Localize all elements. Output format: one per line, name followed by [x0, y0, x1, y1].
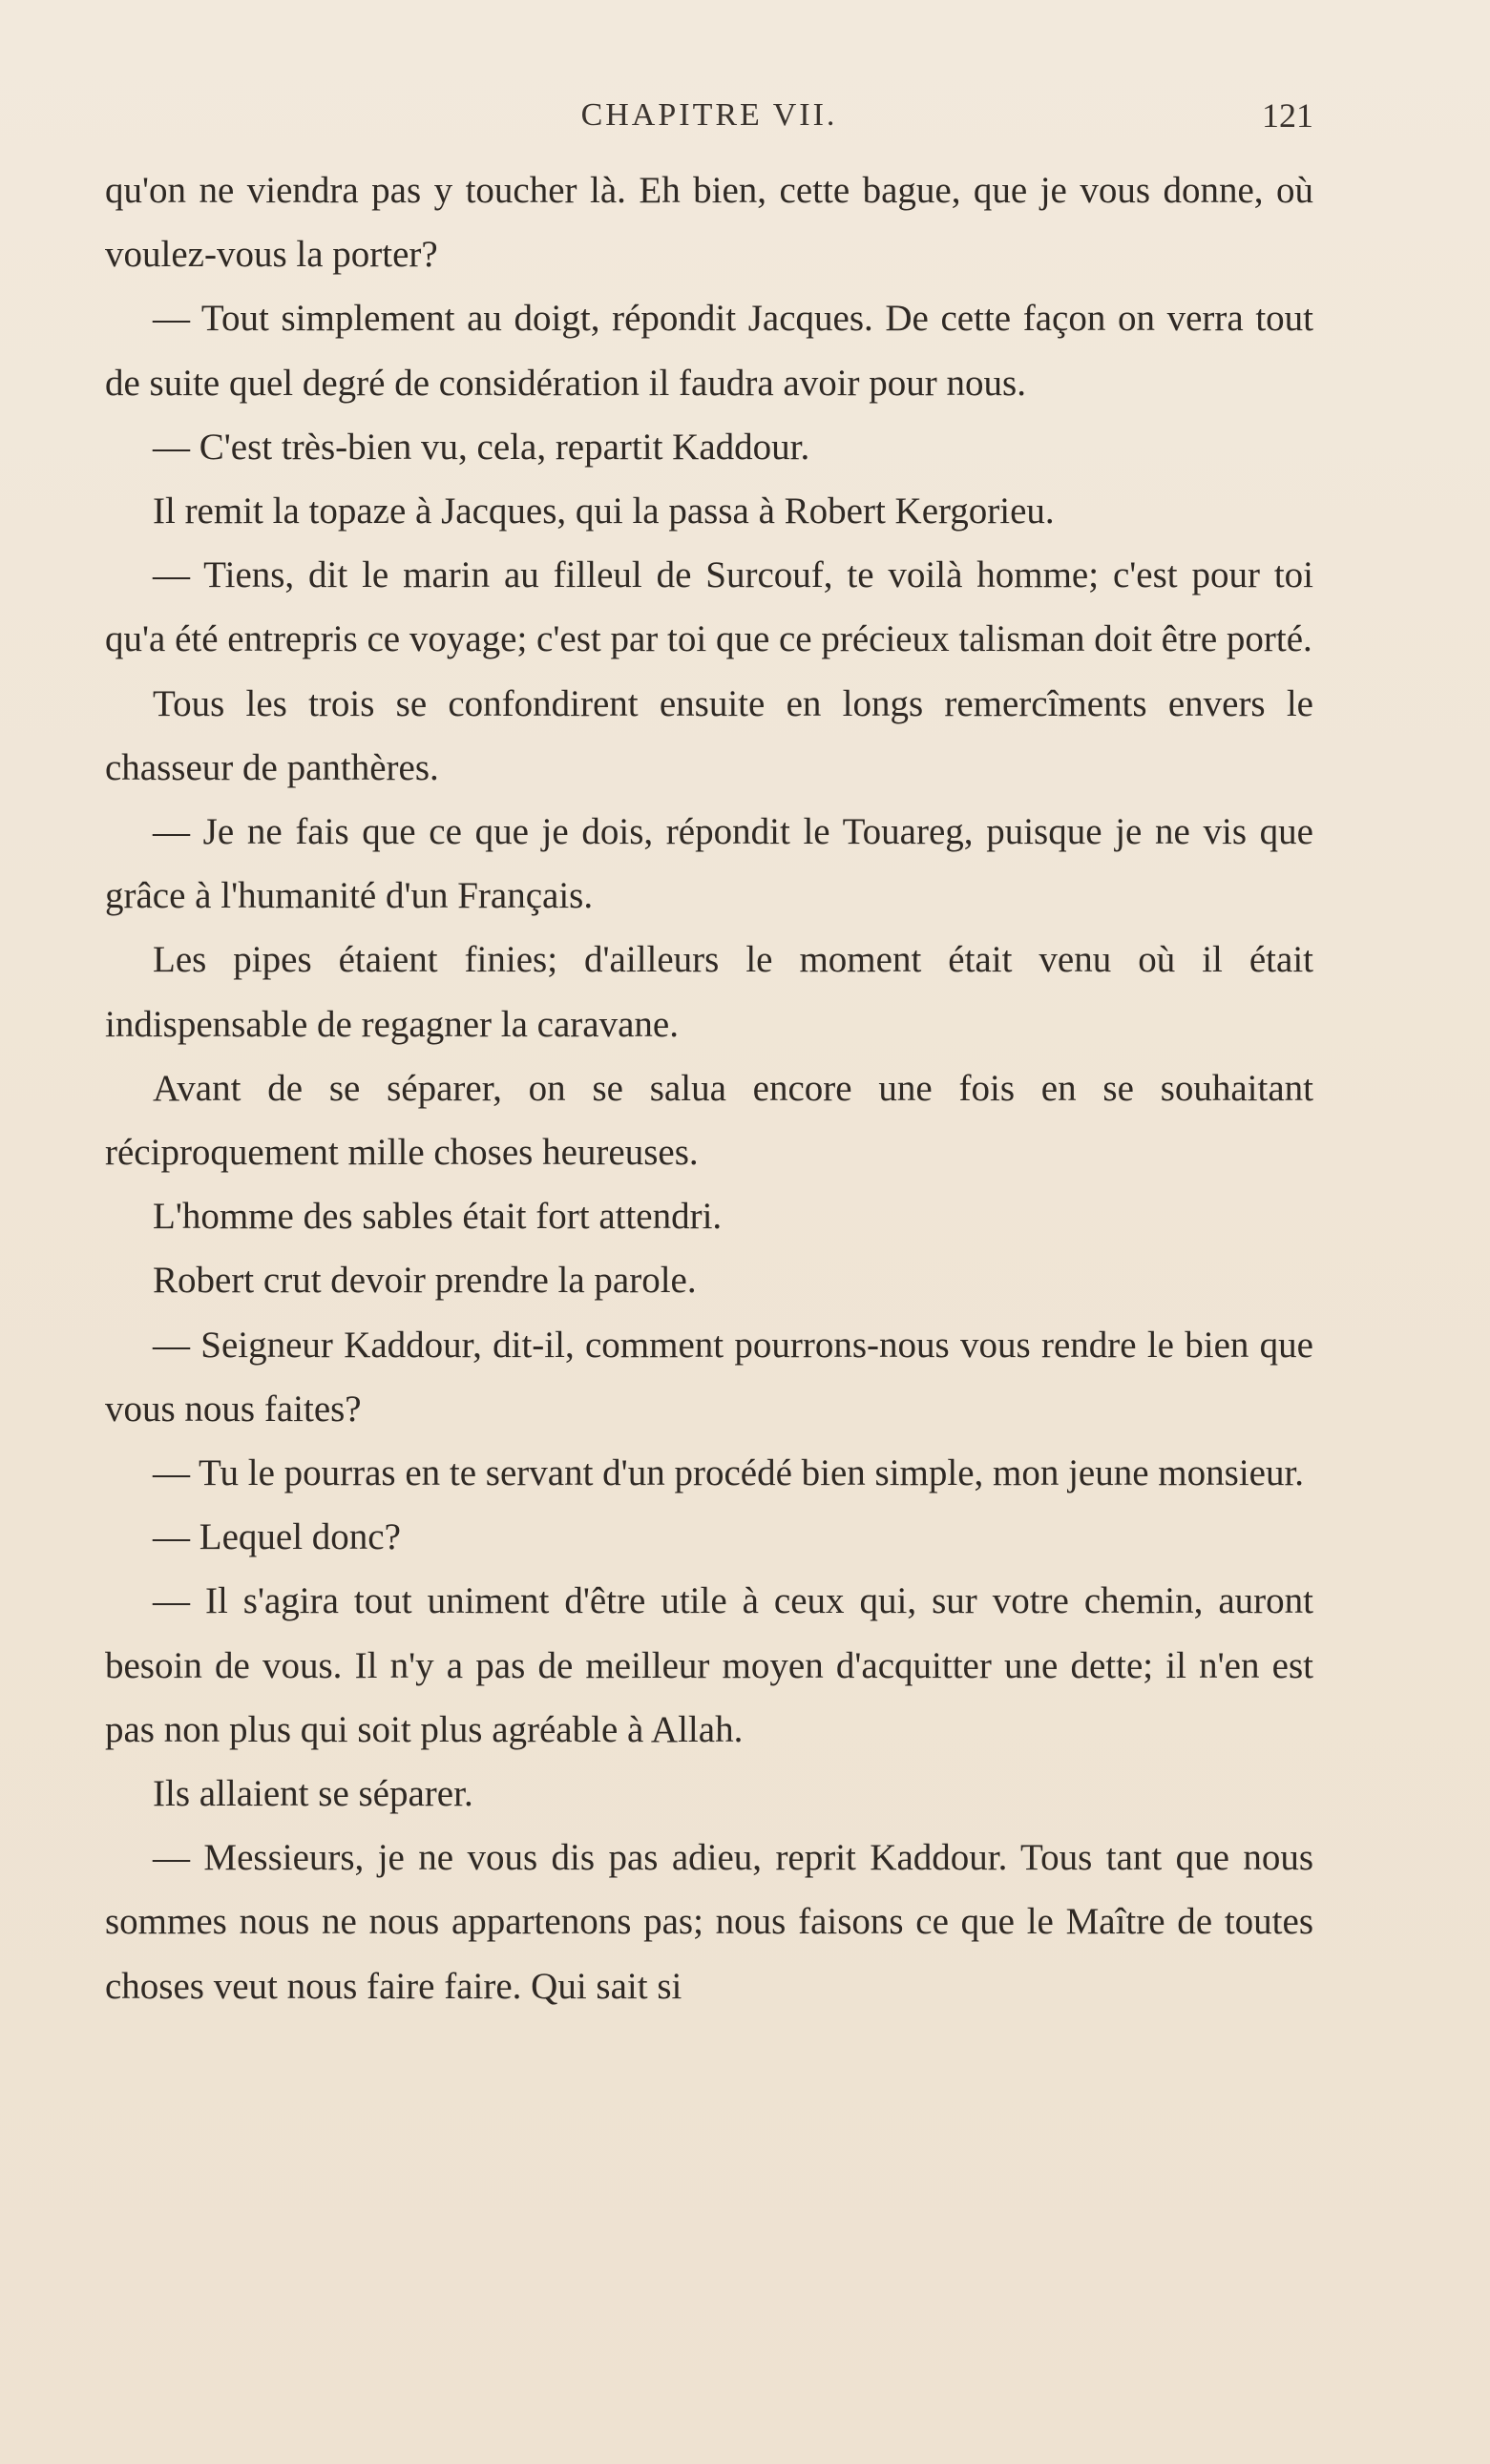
running-head: CHAPITRE VII.	[580, 97, 838, 133]
paragraph: — Seigneur Kaddour, dit-il, comment pourrons-nous vous rendre le bien que vous nous faites?	[105, 1324, 1313, 1430]
paragraph: Tous les trois se confondirent ensuite en longs remercîments envers le chasseur de panthères.	[105, 682, 1313, 788]
paragraph: — Lequel donc?	[153, 1516, 401, 1558]
page-header	[105, 95, 1313, 145]
paragraph: — Tout simplement au doigt, répondit Jacques. De cette façon on verra tout de suite quel degré de considération il faudra avoir pour nous.	[105, 298, 1313, 404]
paragraph: Ils allaient se séparer.	[153, 1773, 473, 1815]
paragraph: — Il s'agira tout uniment d'être utile à ceux qui, sur votre chemin, auront besoin de vous. Il n'y a pas de meilleur moyen d'acquitter une dette; il n'en est pas non plus qui soit plus agréable à Allah.	[105, 1580, 1313, 1750]
paragraph: L'homme des sables était fort attendri.	[153, 1196, 723, 1238]
paragraph: — Je ne fais que ce que je dois, répondit le Touareg, puisque je ne vis que grâce à l'humanité d'un Français.	[105, 811, 1313, 917]
paragraph: — Tu le pourras en te servant d'un procédé bien simple, mon jeune monsieur.	[153, 1452, 1305, 1494]
paragraph: qu'on ne viendra pas y toucher là. Eh bien, cette bague, que je vous donne, où voulez-vous la porter?	[105, 170, 1313, 276]
paragraph: — Messieurs, je ne vous dis pas adieu, reprit Kaddour. Tous tant que nous sommes nous ne nous appartenons pas; nous faisons ce que le Maître de toutes choses veut nous faire faire. Qui sait si	[105, 1837, 1313, 2007]
paragraph: Avant de se séparer, on se salua encore une fois en se souhaitant réciproquement mille choses heureuses.	[105, 1067, 1313, 1174]
paragraph: — C'est très-bien vu, cela, repartit Kaddour.	[153, 426, 810, 468]
page-number: 121	[1262, 96, 1313, 135]
body-text	[105, 158, 1313, 2018]
paragraph: Les pipes étaient finies; d'ailleurs le moment était venu où il était indispensable de regagner la caravane.	[105, 939, 1313, 1045]
paragraph: — Tiens, dit le marin au filleul de Surcouf, te voilà homme; c'est pour toi qu'a été entrepris ce voyage; c'est par toi que ce précieux talisman doit être porté.	[105, 554, 1313, 660]
paragraph: Il remit la topaze à Jacques, qui la passa à Robert Kergorieu.	[153, 491, 1055, 532]
paragraph: Robert crut devoir prendre la parole.	[153, 1260, 697, 1302]
